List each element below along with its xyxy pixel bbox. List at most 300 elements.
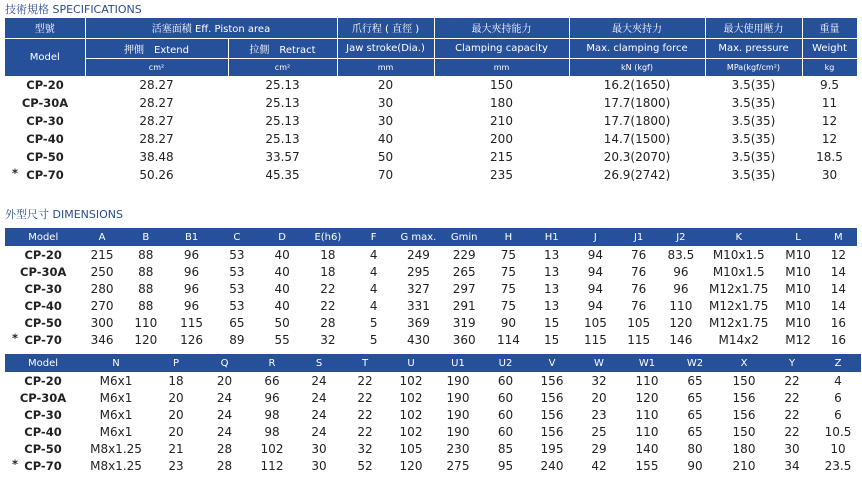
dimensions-table-1: [5, 228, 857, 348]
header-a: A: [81, 228, 122, 246]
header-n: N: [81, 354, 151, 372]
header-model: Model: [5, 38, 85, 76]
table-cell: 65: [687, 390, 703, 405]
model-cell: [5, 263, 81, 280]
table-cell: M6x1: [99, 424, 133, 439]
dimensions-table-2: [5, 354, 861, 474]
header-r: R: [248, 354, 296, 372]
table-cell: 30: [311, 458, 327, 473]
table-cell: 275: [446, 458, 470, 473]
table-cell: 53: [229, 264, 245, 279]
specifications-table: [5, 18, 858, 184]
table-cell: 30: [377, 114, 394, 128]
model-cell: [5, 314, 81, 331]
header-clamping-capacity-zh: 最大夾持能力: [434, 18, 569, 38]
header-f: F: [351, 228, 396, 246]
table-cell: 90: [500, 315, 517, 330]
table-cell: 24: [216, 390, 233, 405]
header-weight: Weight: [802, 38, 857, 58]
header-d: D: [259, 228, 304, 246]
table-cell: 24: [311, 424, 327, 439]
table-cell: 215: [90, 247, 114, 262]
table-cell: 70: [377, 168, 394, 182]
table-row: [5, 76, 857, 94]
dimensions-title: 外型尺寸 DIMENSIONS: [5, 208, 123, 221]
table-cell: M12x1.75: [708, 315, 769, 330]
model-cell: [5, 130, 85, 148]
table-cell: 65: [229, 315, 245, 330]
table-cell: M8x1.25: [90, 458, 142, 473]
table-cell: 102: [399, 390, 423, 405]
unit-cell: cm²: [228, 58, 337, 76]
table-cell: 96: [183, 264, 200, 279]
table-cell: 270: [90, 298, 114, 313]
header-h1: H1: [529, 228, 574, 246]
table-cell: 16: [830, 315, 846, 330]
table-cell: 16.2(1650): [603, 78, 671, 93]
table-cell: 20: [168, 407, 184, 422]
model-name: CP-30A: [19, 390, 67, 405]
unit-cell: kN (kgf): [569, 58, 705, 76]
table-cell: 96: [183, 247, 200, 262]
header-j2: J2: [661, 228, 701, 246]
table-cell: M10x1.5: [712, 247, 765, 262]
table-cell: 120: [635, 390, 659, 405]
header-m: M: [820, 228, 857, 246]
table-cell: 28: [216, 441, 233, 456]
table-cell: 291: [452, 298, 476, 313]
table-cell: 23: [168, 458, 184, 473]
model-cell: [5, 297, 81, 314]
table-cell: 50: [274, 315, 290, 330]
table-cell: 115: [627, 332, 651, 347]
table-cell: 13: [544, 298, 560, 313]
table-cell: 38.48: [139, 150, 174, 164]
table-cell: 4: [369, 298, 378, 313]
table-row: [5, 389, 861, 406]
table-cell: 327: [406, 281, 430, 296]
table-cell: 180: [732, 441, 756, 456]
model-cell: [5, 148, 85, 166]
table-cell: 75: [500, 298, 517, 313]
table-cell: 14: [830, 298, 846, 313]
table-cell: 156: [540, 390, 564, 405]
table-cell: 12: [821, 114, 838, 128]
table-cell: 76: [631, 298, 647, 313]
header-q: Q: [201, 354, 248, 372]
table-cell: 96: [183, 298, 200, 313]
model-name: CP-50: [24, 315, 62, 330]
table-cell: 210: [732, 458, 756, 473]
header-k: K: [701, 228, 776, 246]
table-cell: 65: [687, 424, 703, 439]
table-cell: 4: [369, 264, 378, 279]
table-cell: 96: [183, 281, 200, 296]
table-cell: 17.7(1800): [603, 114, 671, 128]
table-cell: 126: [180, 332, 204, 347]
table-cell: 29: [591, 441, 607, 456]
table-cell: M10: [785, 281, 811, 296]
table-cell: 346: [90, 332, 114, 347]
table-row: [5, 166, 857, 184]
model-name: CP-30: [26, 114, 64, 128]
table-cell: 110: [635, 424, 659, 439]
table-cell: M10: [785, 315, 811, 330]
header-v: V: [529, 354, 575, 372]
table-cell: 25: [591, 424, 607, 439]
table-cell: 156: [540, 424, 564, 439]
table-cell: 20: [377, 78, 394, 93]
table-cell: 300: [90, 315, 114, 330]
header-w: W: [575, 354, 623, 372]
table-cell: 30: [784, 441, 800, 456]
table-cell: 6: [834, 407, 842, 422]
header-x: X: [719, 354, 769, 372]
table-cell: 75: [500, 281, 517, 296]
table-cell: 120: [399, 458, 423, 473]
table-cell: 249: [406, 247, 430, 262]
table-cell: 45.35: [265, 168, 300, 182]
table-cell: 3.5(35): [731, 96, 776, 110]
table-cell: 102: [260, 441, 284, 456]
table-cell: 190: [446, 424, 470, 439]
table-cell: 22: [784, 424, 800, 439]
table-cell: 95: [497, 458, 514, 473]
header-piston-area: 活塞面積 Eff. Piston area: [85, 18, 337, 38]
table-cell: 156: [540, 407, 564, 422]
table-cell: 150: [732, 424, 756, 439]
model-name: CP-20: [26, 78, 64, 93]
table-cell: 21: [168, 441, 184, 456]
model-cell: [5, 280, 81, 297]
table-cell: 24: [216, 407, 233, 422]
table-cell: 280: [90, 281, 114, 296]
table-cell: 32: [357, 441, 373, 456]
table-cell: 140: [635, 441, 659, 456]
header-t: T: [342, 354, 388, 372]
header-j1: J1: [617, 228, 661, 246]
header-z: Z: [815, 354, 861, 372]
table-cell: M6x1: [99, 407, 133, 422]
table-cell: 25.13: [265, 78, 300, 93]
table-cell: 150: [732, 373, 756, 388]
table-cell: 60: [497, 373, 514, 388]
table-cell: 102: [399, 407, 423, 422]
table-cell: 14: [830, 281, 846, 296]
model-cell: [5, 331, 81, 348]
table-cell: 80: [687, 441, 703, 456]
table-cell: 88: [138, 264, 154, 279]
table-cell: 60: [497, 424, 514, 439]
model-name: CP-70: [26, 168, 64, 182]
table-cell: 112: [260, 458, 284, 473]
table-cell: 5: [369, 315, 378, 330]
table-cell: 94: [587, 264, 604, 279]
table-cell: 10: [830, 441, 846, 456]
model-name: CP-40: [26, 132, 64, 146]
table-cell: 110: [669, 298, 693, 313]
table-cell: 155: [635, 458, 659, 473]
header-retract: 拉側 Retract: [228, 38, 337, 58]
table-cell: 32: [591, 373, 607, 388]
row-marker: *: [12, 331, 19, 345]
table-cell: 34: [784, 458, 800, 473]
table-cell: M8x1.25: [90, 441, 142, 456]
table-cell: 18: [320, 247, 336, 262]
table-cell: 88: [138, 298, 154, 313]
table-row: [5, 263, 857, 280]
table-row: [5, 94, 857, 112]
table-cell: 3.5(35): [731, 150, 776, 164]
table-cell: 40: [274, 247, 290, 262]
table-cell: 75: [500, 247, 517, 262]
table-cell: M12x1.75: [708, 298, 769, 313]
table-cell: 331: [406, 298, 430, 313]
table-row: [5, 297, 857, 314]
table-cell: 195: [540, 441, 564, 456]
table-cell: 23.5: [824, 458, 852, 473]
row-marker: *: [12, 457, 19, 471]
table-cell: 102: [399, 373, 423, 388]
table-cell: 105: [583, 315, 607, 330]
unit-cell: MPa(kgf/cm²): [705, 58, 802, 76]
table-cell: 23: [591, 407, 607, 422]
table-cell: 30: [821, 168, 838, 182]
model-name: CP-70: [24, 332, 62, 347]
table-cell: 3.5(35): [731, 78, 776, 93]
table-cell: 200: [490, 132, 513, 146]
unit-cell: mm: [337, 58, 434, 76]
model-cell: [5, 406, 81, 423]
header-max-clamping-force: Max. clamping force: [569, 38, 705, 58]
table-cell: 17.7(1800): [603, 96, 671, 110]
table-cell: 50: [377, 150, 394, 164]
table-cell: 28.27: [139, 96, 174, 110]
header-h: H: [488, 228, 529, 246]
table-row: [5, 314, 857, 331]
table-cell: 190: [446, 390, 470, 405]
table-row: [5, 148, 857, 166]
table-cell: 60: [497, 390, 514, 405]
model-name: CP-20: [24, 247, 62, 262]
table-cell: 94: [587, 281, 604, 296]
table-cell: 96: [264, 390, 280, 405]
table-cell: M6x1: [99, 390, 133, 405]
table-cell: 190: [446, 407, 470, 422]
table-cell: 28.27: [139, 132, 174, 146]
header-b1: B1: [169, 228, 214, 246]
table-cell: 89: [229, 332, 245, 347]
model-cell: [5, 389, 81, 406]
table-cell: 26.9(2742): [603, 168, 671, 182]
table-cell: 40: [274, 264, 290, 279]
table-cell: 25.13: [265, 96, 300, 110]
table-cell: 210: [490, 114, 513, 128]
model-name: CP-70: [24, 458, 62, 473]
model-cell: [5, 112, 85, 130]
table-cell: 215: [490, 150, 513, 164]
header-s: S: [296, 354, 342, 372]
table-row: [5, 130, 857, 148]
header-max-pressure-zh: 最大使用壓力: [705, 18, 802, 38]
table-cell: 230: [446, 441, 470, 456]
table-cell: 156: [732, 390, 756, 405]
table-cell: 360: [452, 332, 476, 347]
table-cell: 22: [784, 407, 800, 422]
model-name: CP-50: [26, 150, 64, 164]
table-cell: 319: [452, 315, 476, 330]
model-name: CP-30A: [20, 264, 67, 279]
table-cell: 22: [357, 390, 373, 405]
table-cell: 12: [821, 132, 838, 146]
table-cell: 66: [264, 373, 280, 388]
table-cell: 120: [669, 315, 693, 330]
model-cell: [5, 423, 81, 440]
table-cell: 65: [687, 407, 703, 422]
table-cell: 146: [669, 332, 693, 347]
table-cell: 40: [377, 132, 394, 146]
table-cell: 32: [320, 332, 336, 347]
table-cell: 14.7(1500): [603, 132, 671, 146]
table-cell: 13: [544, 247, 560, 262]
table-cell: 24: [311, 390, 327, 405]
table-cell: 18: [320, 264, 336, 279]
table-cell: 96: [673, 264, 689, 279]
table-cell: 16: [830, 332, 846, 347]
table-cell: 22: [784, 373, 800, 388]
table-cell: 110: [134, 315, 158, 330]
table-cell: 60: [497, 407, 514, 422]
table-cell: 28: [320, 315, 336, 330]
table-cell: 22: [357, 424, 373, 439]
model-name: CP-40: [24, 298, 62, 313]
header-extend: 押側 Extend: [85, 38, 228, 58]
table-cell: 24: [311, 373, 327, 388]
table-cell: 297: [452, 281, 476, 296]
table-cell: 40: [274, 298, 290, 313]
model-cell: [5, 372, 81, 389]
table-cell: 22: [357, 373, 373, 388]
table-cell: 110: [635, 407, 659, 422]
table-cell: 115: [180, 315, 204, 330]
row-marker: *: [12, 166, 19, 180]
table-cell: M10: [785, 264, 811, 279]
table-cell: 25.13: [265, 132, 300, 146]
table-cell: 4: [369, 281, 378, 296]
header-max-pressure: Max. pressure: [705, 38, 802, 58]
unit-cell: cm²: [85, 58, 228, 76]
header-w1: W1: [623, 354, 671, 372]
table-cell: 150: [490, 78, 513, 93]
table-row: [5, 440, 861, 457]
table-cell: 18.5: [816, 150, 843, 164]
header-p: P: [151, 354, 201, 372]
table-cell: 10.5: [824, 424, 852, 439]
table-row: [5, 406, 861, 423]
header-b: B: [123, 228, 169, 246]
table-cell: 83.5: [667, 247, 695, 262]
table-cell: 13: [544, 281, 560, 296]
table-cell: 190: [446, 373, 470, 388]
model-cell: [5, 440, 81, 457]
header-j: J: [574, 228, 616, 246]
table-cell: 15: [544, 315, 560, 330]
header-gmin: Gmin: [441, 228, 488, 246]
table-cell: 110: [635, 373, 659, 388]
model-cell: [5, 246, 81, 263]
table-cell: 76: [631, 247, 647, 262]
table-cell: 105: [627, 315, 651, 330]
table-cell: 6: [834, 390, 842, 405]
table-cell: 98: [264, 407, 280, 422]
table-cell: M10x1.5: [712, 264, 765, 279]
table-cell: 240: [540, 458, 564, 473]
header-model-zh: 型號: [5, 18, 85, 38]
table-cell: 295: [406, 264, 430, 279]
table-cell: 4: [369, 247, 378, 262]
table-cell: 18: [168, 373, 184, 388]
table-cell: 20: [168, 424, 184, 439]
table-cell: 229: [452, 247, 476, 262]
table-cell: M12: [785, 332, 811, 347]
table-cell: 3.5(35): [731, 132, 776, 146]
model-name: CP-30A: [21, 96, 69, 110]
header-jaw-stroke: Jaw stroke(Dia.): [337, 38, 434, 58]
table-row: [5, 246, 857, 263]
table-cell: 30: [377, 96, 394, 110]
table-cell: 22: [357, 407, 373, 422]
table-cell: 53: [229, 298, 245, 313]
header-u1: U1: [434, 354, 482, 372]
table-row: [5, 372, 861, 389]
header-l: L: [776, 228, 819, 246]
model-cell: [5, 94, 85, 112]
table-row: [5, 331, 857, 348]
table-cell: M6x1: [99, 373, 133, 388]
table-cell: 94: [587, 298, 604, 313]
table-cell: 430: [406, 332, 430, 347]
model-name: CP-30: [24, 407, 62, 422]
table-cell: 102: [399, 424, 423, 439]
table-cell: 105: [399, 441, 423, 456]
unit-cell: mm: [434, 58, 569, 76]
table-cell: M10: [785, 247, 811, 262]
table-cell: M14x2: [718, 332, 759, 347]
table-cell: 5: [369, 332, 378, 347]
table-cell: 235: [490, 168, 513, 182]
header-weight-zh: 重量: [802, 18, 857, 38]
table-cell: 22: [784, 390, 800, 405]
table-cell: 65: [687, 373, 703, 388]
table-cell: 3.5(35): [731, 114, 776, 128]
table-cell: 114: [496, 332, 520, 347]
table-cell: 94: [587, 247, 604, 262]
table-cell: 53: [229, 247, 245, 262]
model-name: CP-40: [24, 424, 62, 439]
table-cell: 98: [264, 424, 280, 439]
model-name: CP-50: [24, 441, 62, 456]
header-clamping-force-zh: 最大夾持力: [569, 18, 705, 38]
model-cell: [5, 166, 85, 184]
table-cell: 25.13: [265, 114, 300, 128]
header-u: U: [388, 354, 434, 372]
table-cell: 33.57: [265, 150, 300, 164]
table-cell: 369: [406, 315, 430, 330]
model-name: CP-30: [24, 281, 62, 296]
model-cell: [5, 457, 81, 474]
table-cell: 42: [591, 458, 607, 473]
table-cell: 115: [583, 332, 607, 347]
